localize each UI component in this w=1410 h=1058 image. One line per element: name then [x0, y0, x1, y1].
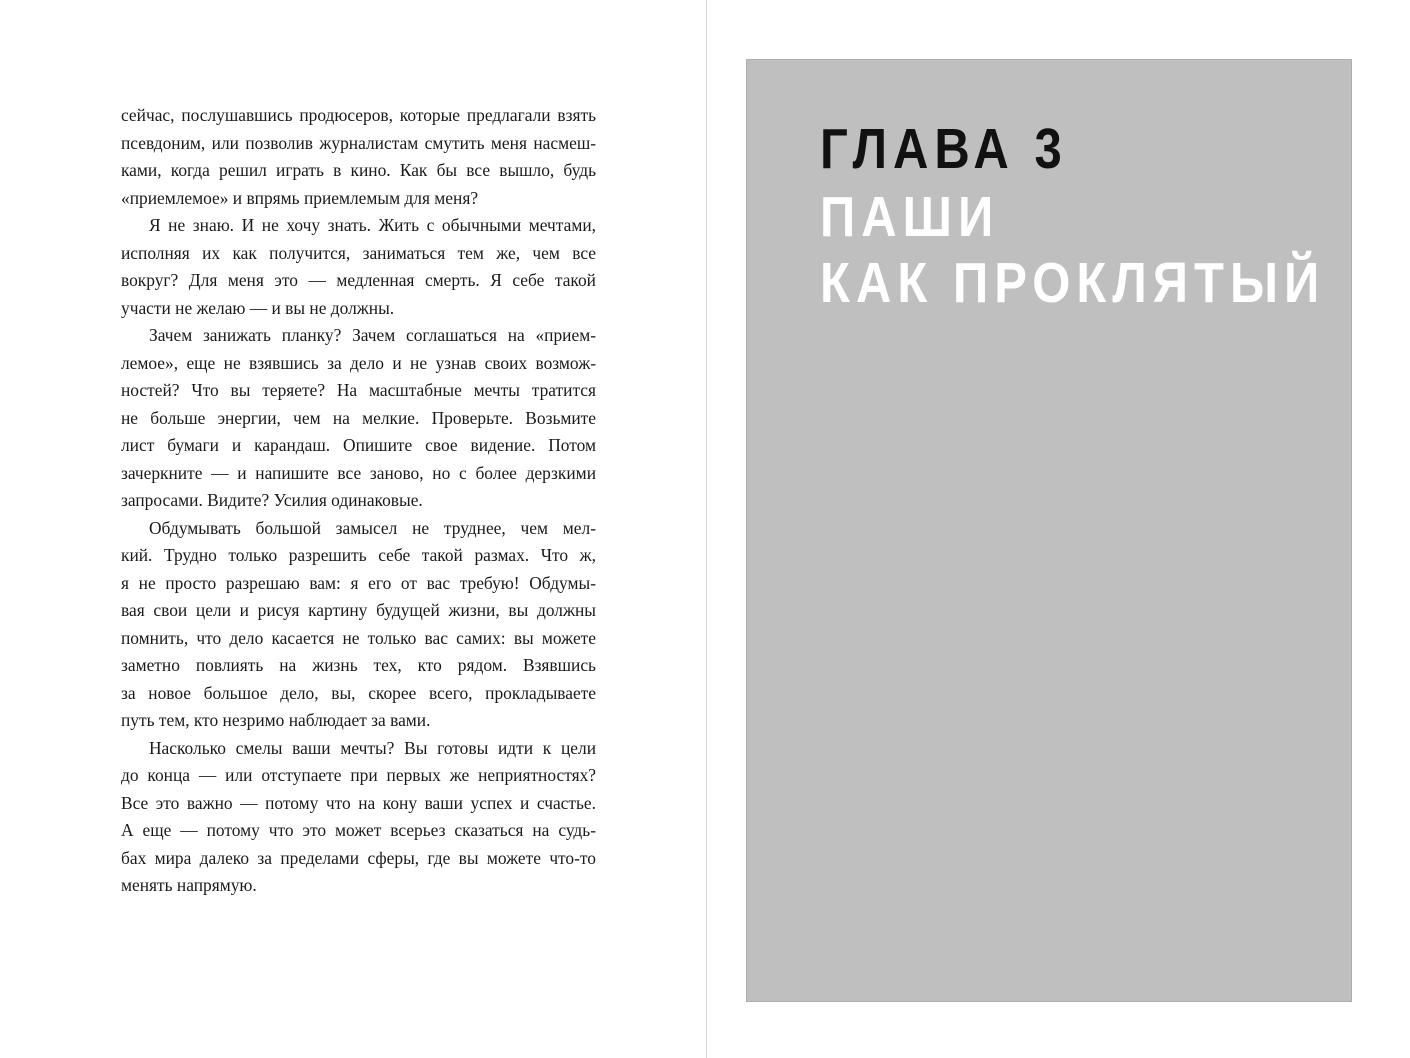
text-line: А еще — потому что это может всерьез сказаться на судь-: [121, 820, 596, 840]
text-line: Обдумывать большой замысел не труднее, чем мел-: [149, 517, 596, 538]
text-line: вая свои цели и рисуя картину будущей жизни, вы должны: [121, 600, 596, 620]
text-line: лемое», еще не взявшись за дело и не узнав своих возмож-: [121, 352, 596, 373]
text-line: псевдоним, или позволив журналистам смутить меня насмеш-: [121, 132, 596, 153]
text-line: бах мира далеко за пределами сферы, где вы можете что-то: [121, 847, 596, 868]
text-line: сейчас, послушавшись продюсеров, которые предлагали взять: [121, 105, 596, 125]
text-line: зачеркните — и напишите все заново, но с более дерзкими: [121, 462, 596, 483]
text-line: за новое большое дело, вы, скорее всего, прокладываете: [121, 682, 596, 703]
text-line: Все это важно — потому что на кону ваши успех и счастье.: [121, 792, 596, 813]
text-line: лист бумаги и карандаш. Опишите свое видение. Потом: [121, 435, 596, 455]
text-line: заметно повлиять на жизнь тех, кто рядом. Взявшись: [121, 655, 596, 675]
text-line: Я не знаю. И не хочу знать. Жить с обычными мечтами,: [149, 215, 596, 235]
text-line: исполняя их как получится, заниматься тем же, чем все: [121, 242, 596, 263]
text-line: не больше энергии, чем на мелкие. Проверьте. Возьмите: [121, 407, 596, 428]
text-line: кий. Трудно только разрешить себе такой размах. Что ж,: [121, 545, 596, 565]
text-line: «приемлемое» и впрямь приемлемым для меня?: [121, 187, 479, 208]
chapter-title-line-2: КАК ПРОКЛЯТЫЙ: [820, 251, 1326, 315]
text-line: я не просто разрешаю вам: я его от вас требую! Обдумы-: [121, 572, 596, 593]
text-line: до конца — или отступаете при первых же неприятностях?: [121, 765, 596, 785]
text-line: ностей? Что вы теряете? На масштабные мечты тратится: [121, 380, 596, 400]
chapter-number: ГЛАВА 3: [820, 117, 1068, 181]
text-line: помнить, что дело касается не только вас самих: вы можете: [121, 627, 596, 648]
chapter-title-panel: [746, 59, 1352, 1002]
text-line: менять напрямую.: [121, 875, 257, 895]
text-line: участи не желаю — и вы не должны.: [121, 297, 395, 318]
body-text: [121, 102, 596, 900]
text-line: Насколько смелы ваши мечты? Вы готовы идти к цели: [149, 737, 596, 758]
text-line: вокруг? Для меня это — медленная смерть. Я себе такой: [121, 270, 596, 290]
text-line: путь тем, кто незримо наблюдает за вами.: [121, 710, 431, 730]
right-page: [707, 0, 1410, 1058]
text-line: Зачем занижать планку? Зачем соглашаться на «прием-: [149, 325, 596, 345]
text-line: ками, когда решил играть в кино. Как бы все вышло, будь: [121, 160, 596, 180]
text-line: запросами. Видите? Усилия одинаковые.: [121, 490, 423, 510]
chapter-title-line-1: ПАШИ: [820, 185, 1000, 249]
